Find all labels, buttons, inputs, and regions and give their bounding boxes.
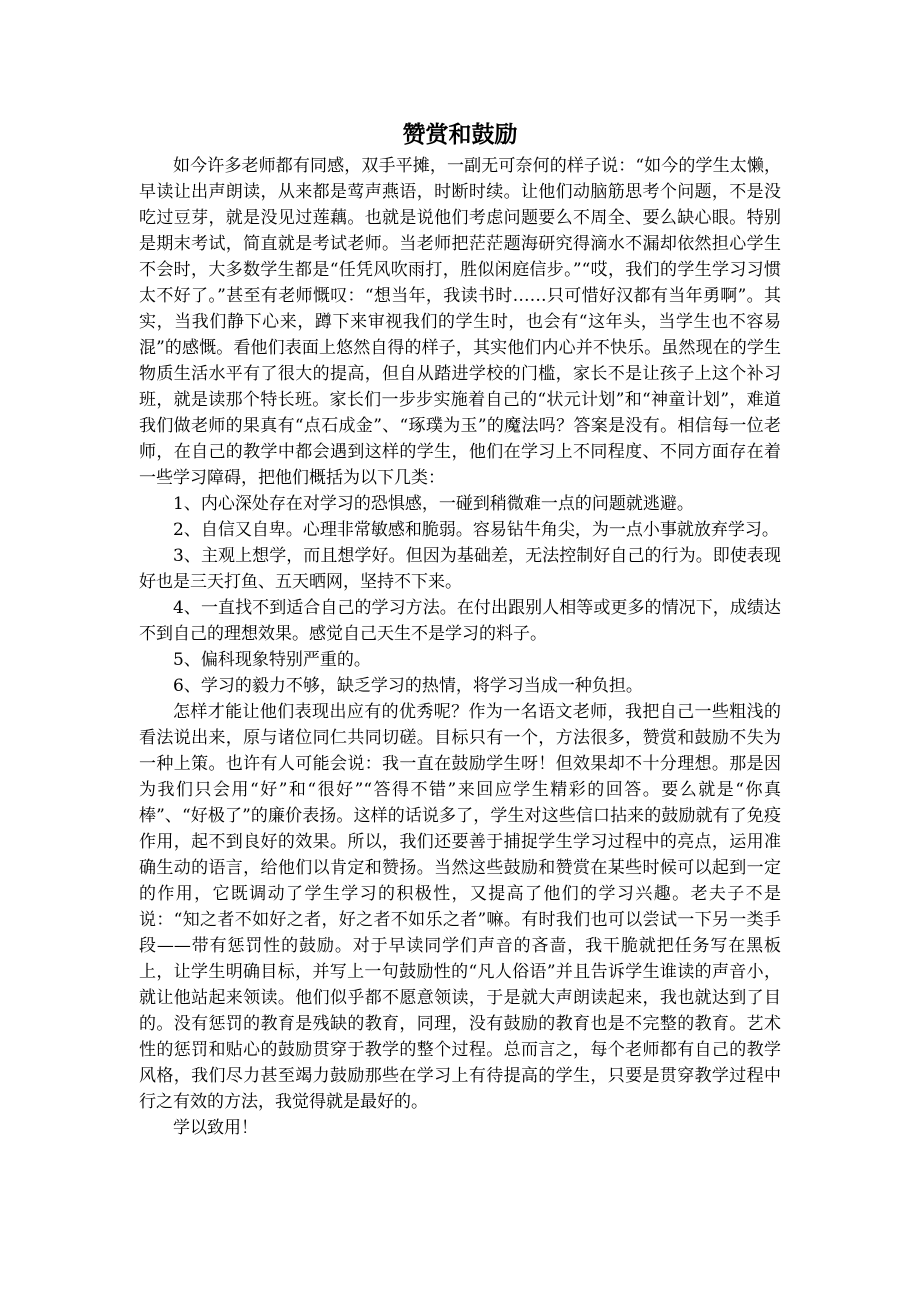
list-item-5: 5、偏科现象特别严重的。 [173,650,371,670]
list-item-4: 4、一直找不到适合自己的学习方法。在付出跟别人相等或更多的情况下，成绩达不到自己的理想效果。感觉自己天生不是学习的料子。 [139,598,781,644]
document-body [139,153,781,1141]
paragraph-closing: 学以致用！ [173,1118,258,1138]
list-item-1: 1、内心深处存在对学习的恐惧感，一碰到稍微难一点的问题就逃避。 [173,494,694,514]
list-item-3: 3、主观上想学，而且想学好。但因为基础差，无法控制好自己的行为。即使表现好也是三天打鱼、五天晒网，坚持不下来。 [139,546,781,592]
document-title: 赞赏和鼓励 [402,122,518,148]
paragraph-discussion: 怎样才能让他们表现出应有的优秀呢？作为一名语文老师，我把自己一些粗浅的看法说出来，原与诸位同仁共同切磋。目标只有一个，方法很多，赞赏和鼓励不失为一种上策。也许有人可能会说：我一直在鼓励学生呀！但效果却不十分理想。那是因为我们只会用“好”和“很好”“答得不错”来回应学生精彩的回答。要么就是“你真棒”、“好极了”的廉价表扬。这样的话说多了，学生对这些信口拈来的鼓励就有了免疫作用，起不到良好的效果。所以，我们还要善于捕捉学生学习过程中的亮点，运用准确生动的语言，给他们以肯定和赞扬。当然这些鼓励和赞赏在某些时候可以起到一定的作用，它既调动了学生学习的积极性，又提高了他们的学习兴趣。老夫子不是说：“知之者不如好之者，好之者不如乐之者”嘛。有时我们也可以尝试一下另一类手段——带有惩罚性的鼓励。对于早读同学们声音的吝啬，我干脆就把任务写在黑板上，让学生明确目标，并写上一句鼓励性的“凡人俗语”并且告诉学生谁读的声音小，就让他站起来领读。他们似乎都不愿意领读，于是就大声朗读起来，我也就达到了目的。没有惩罚的教育是残缺的教育，同理，没有鼓励的教育也是不完整的教育。艺术性的惩罚和贴心的鼓励贯穿于教学的整个过程。总而言之，每个老师都有自己的教学风格，我们尽力甚至竭力鼓励那些在学习上有待提高的学生，只要是贯穿教学过程中行之有效的方法，我觉得就是最好的。 [139,702,781,1112]
list-item-6: 6、学习的毅力不够，缺乏学习的热情，将学习当成一种负担。 [173,676,643,696]
paragraph-intro: 如今许多老师都有同感，双手平摊，一副无可奈何的样子说：“如今的学生太懒，早读让出声朗读，从来都是莺声燕语，时断时续。让他们动脑筋思考个问题，不是没吃过豆芽，就是没见过莲藕。也就是说他们考虑问题要么不周全、要么缺心眼。特别是期末考试，简直就是考试老师。当老师把茫茫题海研究得滴水不漏却依然担心学生不会时，大多数学生都是“任凭风吹雨打，胜似闲庭信步。”“哎，我们的学生学习习惯太不好了。”甚至有老师慨叹：“想当年，我读书时……只可惜好汉都有当年勇啊”。其实，当我们静下心来，蹲下来审视我们的学生时，也会有“这年头，当学生也不容易混”的感慨。看他们表面上悠然自得的样子，其实他们内心并不快乐。虽然现在的学生物质生活水平有了很大的提高，但自从踏进学校的门槛，家长不是让孩子上这个补习班，就是读那个特长班。家长们一步步实施着自己的“状元计划”和“神童计划”，难道我们做老师的果真有“点石成金”、“琢璞为玉”的魔法吗？答案是没有。相信每一位老师，在自己的教学中都会遇到这样的学生，他们在学习上不同程度、不同方面存在着一些学习障碍，把他们概括为以下几类： [139,156,781,488]
list-item-2: 2、自信又自卑。心理非常敏感和脆弱。容易钻牛角尖，为一点小事就放弃学习。 [173,520,779,540]
